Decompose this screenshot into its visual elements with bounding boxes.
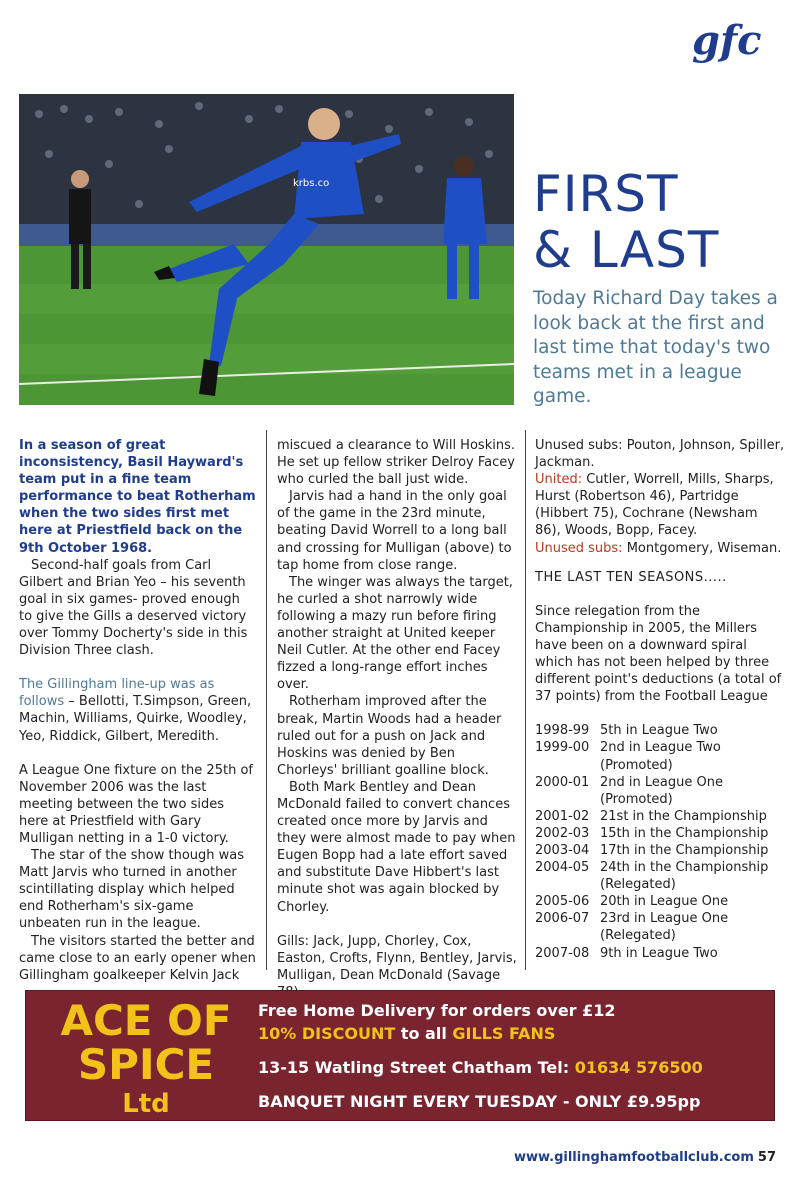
season-position: 2nd in League Two (Promoted) (600, 740, 721, 773)
body-paragraph: A League One fixture on the 25th of November 2006 was the last meeting between the two sides here at Priestfield with Gary Mulligan netting in a 1-0 victory. (19, 762, 253, 846)
discount-mid: to all (395, 1024, 453, 1043)
season-position: 20th in League One (600, 894, 729, 910)
phone-number: 01634 576500 (574, 1058, 703, 1077)
club-logo (688, 14, 772, 66)
season-year: 2006-07 (535, 911, 590, 927)
season-year: 2002-03 (535, 825, 590, 841)
footer-url[interactable]: www.gillinghamfootballclub.com (513, 1150, 754, 1165)
address-text: 13-15 Watling Street Chatham Tel: (258, 1058, 575, 1077)
article-intro: Today Richard Day takes a look back at the first and last time that today's two teams met in a league game. (533, 288, 778, 407)
season-position: 23rd in League One (Relegated) (600, 911, 729, 944)
lineup-paragraph (19, 676, 257, 744)
season-position: 5th in League Two (600, 723, 718, 739)
united-unused-subs (535, 540, 787, 557)
seasons-intro: Since relegation from the Championship in 2005, the Millers have been on a downward spiral which has not been helped by three different point's deductions (a total of 37 points) from the Football League (535, 603, 782, 705)
shirt-sponsor: krbs.co (293, 178, 330, 189)
season-row (535, 825, 787, 842)
page-number: 57 (757, 1150, 776, 1165)
body-paragraph: The star of the show though was Matt Jarvis who turned in another scintillating display which helped end Rotherham's six-game unbeaten run in the league. (19, 848, 245, 932)
svg-text:gfc: gfc (692, 17, 762, 64)
united-lineup (535, 471, 787, 539)
body-paragraph: Second-half goals from Carl Gilbert and Brian Yeo – his seventh goal in six games- proved enough to give the Gills a deserved victory over Tommy Docherty's side in this Division Three clash. (19, 557, 248, 659)
unused-text: Montgomery, Wiseman. (622, 540, 782, 556)
body-paragraph: Rotherham improved after the break, Martin Woods had a header ruled out for a push on Jack and Hoskins was denied by Ben Chorleys' brilliant goalline block. (277, 694, 502, 778)
title-line-1: FIRST (533, 165, 679, 223)
season-year: 2007-08 (535, 945, 590, 961)
season-year: 1999-00 (535, 740, 590, 756)
advert-banner (25, 990, 775, 1121)
match-photo (19, 94, 514, 405)
season-row (535, 722, 787, 739)
season-position: 9th in League Two (600, 945, 718, 961)
body-paragraph: miscued a clearance to Will Hoskins. He set up fellow striker Delroy Facey who curled the ball just wide. (277, 438, 515, 488)
lineup-label: The Gillingham line-up was as follows (19, 677, 215, 710)
season-position: 17th in the Championship (600, 842, 769, 858)
season-position: 21st in the Championship (600, 808, 767, 824)
season-year: 2005-06 (535, 894, 590, 910)
discount-text: 10% DISCOUNT (258, 1024, 396, 1043)
season-row (535, 893, 787, 910)
article-column-3 (535, 437, 787, 962)
season-year: 2004-05 (535, 860, 590, 876)
season-year: 2001-02 (535, 808, 590, 824)
article-column-2 (277, 437, 518, 1001)
page-footer (514, 1150, 776, 1165)
title-line-2: & LAST (533, 221, 720, 279)
advert-banquet-line: BANQUET NIGHT EVERY TUESDAY - ONLY £9.95pp (258, 1092, 701, 1111)
seasons-list (535, 722, 787, 961)
unused-label: Unused subs: (535, 540, 623, 556)
season-row (535, 774, 787, 808)
season-position: 2nd in League One (Promoted) (600, 774, 723, 807)
season-row (535, 739, 787, 773)
united-label: United: (535, 472, 583, 488)
season-row (535, 808, 787, 825)
lineup-text: – Bellotti, T.Simpson, Green, Machin, Williams, Quirke, Woodley, Yeo, Riddick, Gilbert, Meredith. (19, 694, 252, 744)
united-text: Cutler, Worrell, Mills, Sharps, Hurst (Robertson 46), Partridge (Hibbert 75), Cochrane (Newsham 86), Woods, Bopp, Facey. (535, 472, 774, 539)
column-divider (266, 430, 267, 970)
advert-discount-line (258, 1024, 555, 1043)
advert-name-line-2: SPICE (77, 1040, 215, 1089)
season-year: 2000-01 (535, 774, 590, 790)
lead-paragraph: In a season of great inconsistency, Basil Hayward's team put in a fine team performance to beat Rotherham when the two sides first met here at Priestfield back on the 9th October 1968. (19, 438, 256, 556)
gills-fans-text: GILLS FANS (452, 1024, 556, 1043)
gills-unused-subs: Unused subs: Pouton, Johnson, Spiller, Jackman. (535, 438, 785, 471)
season-year: 1998-99 (535, 723, 590, 739)
article-title (533, 166, 783, 278)
season-position: 15th in the Championship (600, 825, 769, 841)
season-row (535, 859, 787, 893)
article-column-1 (19, 437, 257, 984)
seasons-heading: THE LAST TEN SEASONS..... (535, 569, 727, 585)
season-row (535, 842, 787, 859)
advert-business-name (36, 996, 256, 1121)
body-paragraph: Both Mark Bentley and Dean McDonald failed to convert chances created once more by Jarvis and they were almost made to pay when Eugen Bopp had a late effort saved and substitute Dave Hibbert's last minute shot was again blocked by Chorley. (277, 779, 516, 915)
column-divider (525, 430, 526, 970)
advert-address-line (258, 1058, 703, 1077)
advert-name-line-3: Ltd (122, 1089, 170, 1119)
season-position: 24th in the Championship (Relegated) (600, 860, 769, 893)
advert-name-line-1: ACE OF (60, 996, 232, 1045)
advert-delivery-line: Free Home Delivery for orders over £12 (258, 1001, 616, 1020)
season-year: 2003-04 (535, 842, 590, 858)
season-row (535, 945, 787, 962)
gills-lineup: Gills: Jack, Jupp, Chorley, Cox, Easton, Crofts, Flynn, Bentley, Jarvis, Mulligan, Dean McDonald (Savage (277, 933, 517, 983)
body-paragraph: The visitors started the better and came close to an early opener when Gillingham goalkeeper Kelvin Jack (19, 933, 256, 983)
body-paragraph: Jarvis had a hand in the only goal of the game in the 23rd minute, beating David Worrell to a long ball and crossing for Mulligan (above) to tap home from close range. (277, 489, 512, 573)
body-paragraph: The winger was always the target, he curled a shot narrowly wide following a mazy run before firing another straight at United keeper Neil Cutler. At the other end Facey fizzed a long-range effort inches over. (277, 574, 513, 693)
season-row (535, 910, 787, 944)
